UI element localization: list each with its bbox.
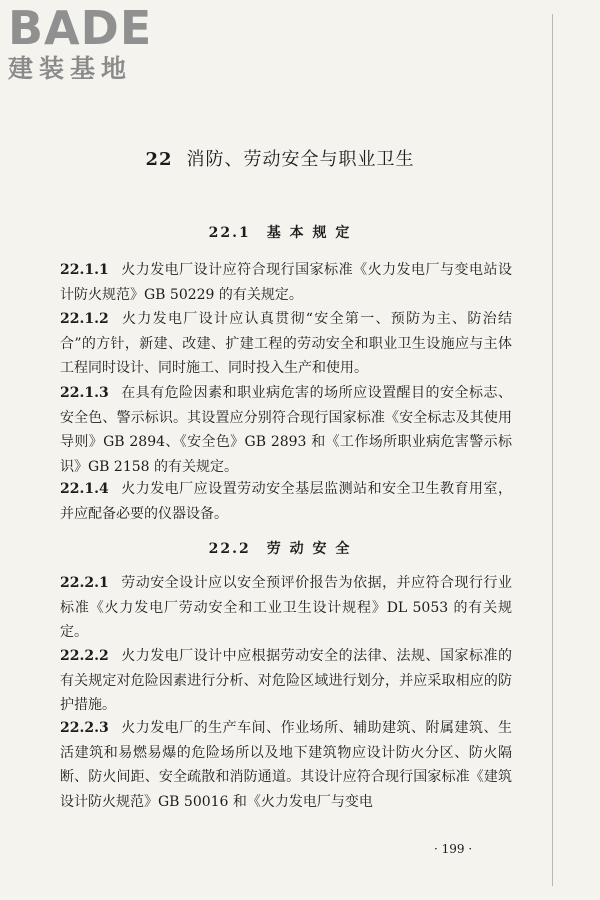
clause-text: 火力发电厂设计应认真贯彻“安全第一、预防为主、防治结合”的方针，新建、改建、扩建工程的劳动安全和职业卫生设施应与主体工程同时设计、同时施工、同时投入生产和使用。: [60, 311, 512, 376]
logo-subtitle: 建装基地: [8, 54, 133, 83]
chapter-heading: [0, 145, 560, 171]
clause: [60, 381, 512, 479]
clause-text: 劳动安全设计应以安全预评价报告为依据，并应符合现行行业标准《火力发电厂劳动安全和工业卫生设计规程》DL 5053 的有关规定。: [60, 575, 512, 640]
clause-text: 火力发电厂应设置劳动安全基层监测站和安全卫生教育用室，并应配备必要的仪器设备。: [60, 481, 512, 522]
section-heading: 22.2 劳 动 安 全: [208, 541, 352, 557]
clause-text: 火力发电厂的生产车间、作业场所、辅助建筑、附属建筑、生活建筑和易燃易爆的危险场所以及地下建筑物应设计防火分区、防火隔断、防火间距、安全疏散和消防通道。其设计应符合现行国家标准《建筑设计防火规范》GB 50016 和《火力发电厂与变电: [60, 720, 512, 810]
clause: [60, 477, 512, 526]
clause-number: 22.2.1: [60, 575, 109, 591]
clause: [60, 571, 512, 645]
clause-number: 22.1.4: [60, 481, 109, 497]
clause-number: 22.1.1: [60, 262, 109, 278]
clause-text: 在具有危险因素和职业病危害的场所应设置醒目的安全标志、安全色、警示标识。其设置应分别符合现行国家标准《安全标志及其使用导则》GB 2894、《安全色》GB 2893 和《工作场所职业病危害警示标识》GB 2158 的有关规定。: [60, 385, 512, 475]
clause-number: 22.1.3: [60, 385, 109, 401]
bade-logo: [8, 1, 178, 84]
page-number: · 199 ·: [434, 842, 473, 856]
clause: [60, 258, 512, 307]
clause-number: 22.1.2: [60, 311, 109, 327]
chapter-title: 消防、劳动安全与职业卫生: [186, 149, 415, 170]
logo-wordmark: BADE: [8, 1, 153, 55]
clause: [60, 644, 512, 718]
clause-text: 火力发电厂设计中应根据劳动安全的法律、法规、国家标准的有关规定对危险因素进行分析、对危险区域进行划分，并应采取相应的防护措施。: [60, 648, 512, 713]
clause: [60, 307, 512, 381]
section-heading: 22.1 基 本 规 定: [208, 225, 352, 241]
chapter-number: 22: [145, 149, 173, 170]
clause-number: 22.2.2: [60, 648, 109, 664]
clause: [60, 716, 512, 814]
clause-text: 火力发电厂设计应符合现行国家标准《火力发电厂与变电站设计防火规范》GB 50229 的有关规定。: [60, 262, 512, 303]
clause-number: 22.2.3: [60, 720, 109, 736]
